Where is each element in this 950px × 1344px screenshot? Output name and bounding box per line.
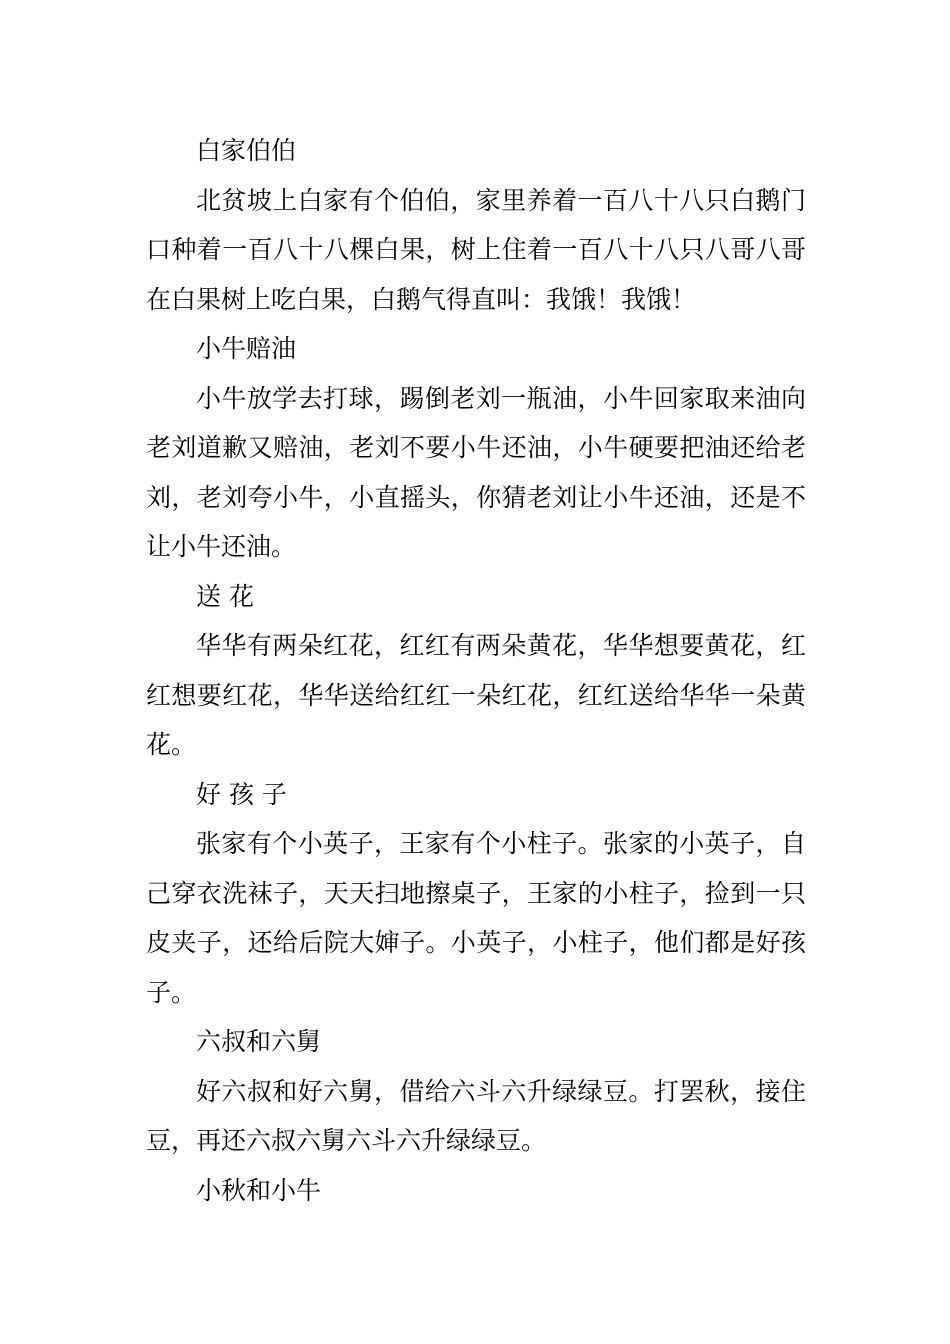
- section-title-song-hua: 送 花: [196, 581, 254, 611]
- section-text-liu-shu-he-liu-jiu: 好六叔和好六舅，借给六斗六升绿绿豆。打罢秋，接住豆，再还六叔六舅六斗六升绿绿豆。: [146, 1076, 806, 1155]
- section-title-liu-shu-he-liu-jiu: 六叔和六舅: [196, 1027, 322, 1056]
- section-text-xiao-niu-pei-you: 小牛放学去打球，踢倒老刘一瓶油，小牛回家取来油向老刘道歉又赔油，老刘不要小牛还油，小牛硬要把油还给老刘，老刘夸小牛，小直摇头，你猜老刘让小牛还油，还是不让小牛还油。: [146, 383, 806, 561]
- section-title-hao-hai-zi: 好 孩 子: [196, 779, 287, 809]
- section-title-xiao-qiu-he-xiao-niu: 小秋和小牛: [196, 1175, 322, 1205]
- document-body: [146, 126, 806, 1215]
- section-text-song-hua: 华华有两朵红花，红红有两朵黄花，华华想要黄花，红红想要红花，华华送给红红一朵红花，红红送给华华一朵黄花。: [146, 631, 806, 759]
- section-title-bai-jia-bo-bo: 白家伯伯: [196, 136, 297, 165]
- section-title-xiao-niu-pei-you: 小牛赔油: [196, 334, 297, 363]
- section-text-hao-hai-zi: 张家有个小英子，王家有个小柱子。张家的小英子，自己穿衣洗袜子，天天扫地擦桌子，王家的小柱子，捡到一只皮夹子，还给后院大婶子。小英子，小柱子，他们都是好孩子。: [146, 829, 806, 1007]
- section-text-bai-jia-bo-bo: 北贫坡上白家有个伯伯，家里养着一百八十八只白鹅门口种着一百八十八棵白果，树上住着一百八十八只八哥八哥在白果树上吃白果，白鹅气得直叫：我饿！我饿！: [146, 185, 806, 314]
